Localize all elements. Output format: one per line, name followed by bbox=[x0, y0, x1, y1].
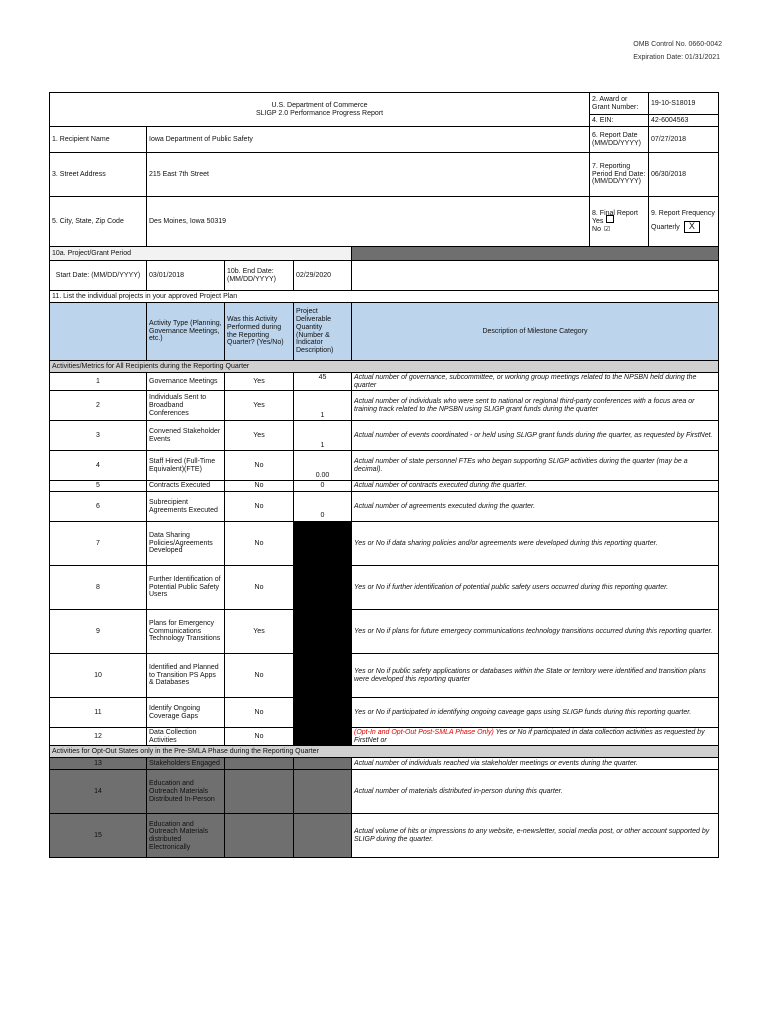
description-text: Actual number of governance, subcommittee, or working group meetings related to the NPSBN held during the quarter bbox=[354, 374, 697, 389]
table-row bbox=[50, 492, 719, 522]
activity-type: Staff Hired (Full-Time Equivalent)(FTE) bbox=[147, 451, 225, 481]
group-opt-out: Activities for Opt-Out States only in the Pre-SMLA Phase during the Reporting Quarter bbox=[50, 746, 719, 758]
performed-value[interactable]: No bbox=[225, 566, 294, 610]
quantity-blocked bbox=[294, 522, 352, 566]
table-row bbox=[50, 481, 719, 492]
ein-value[interactable]: 42-6004563 bbox=[649, 115, 719, 127]
row-number: 7 bbox=[50, 522, 147, 566]
milestone-description bbox=[352, 566, 719, 610]
row-number: 9 bbox=[50, 610, 147, 654]
description-text: Yes or No if participated in data collection activities as requested by FirstNet or bbox=[354, 729, 705, 744]
row-number: 6 bbox=[50, 492, 147, 522]
final-no-checkbox[interactable]: ☑ bbox=[603, 225, 611, 233]
milestone-description bbox=[352, 728, 719, 746]
end-date-label: 10b. End Date: (MM/DD/YYYY) bbox=[225, 261, 294, 291]
start-date-label: Start Date: (MM/DD/YYYY) bbox=[50, 261, 147, 291]
final-no-label: No bbox=[592, 225, 601, 233]
activity-type: Individuals Sent to Broadband Conferences bbox=[147, 391, 225, 421]
num-column-header bbox=[50, 303, 147, 361]
row-number: 8 bbox=[50, 566, 147, 610]
recipient-name-label: 1. Recipient Name bbox=[50, 127, 147, 153]
performed-value[interactable]: Yes bbox=[225, 610, 294, 654]
reporting-period-value[interactable]: 06/30/2018 bbox=[649, 153, 719, 197]
quantity-blocked bbox=[294, 758, 352, 770]
description-text: Yes or No if data sharing policies and/or agreements were developed during this reporting quarter. bbox=[354, 539, 658, 547]
activity-type: Convened Stakeholder Events bbox=[147, 421, 225, 451]
performed-value[interactable]: No bbox=[225, 451, 294, 481]
performed-value[interactable]: No bbox=[225, 654, 294, 698]
omb-expiration-date: Expiration Date: 01/31/2021 bbox=[633, 54, 721, 61]
milestone-description bbox=[352, 654, 719, 698]
table-row bbox=[50, 566, 719, 610]
progress-report-form bbox=[49, 92, 718, 858]
quantity-blocked bbox=[294, 566, 352, 610]
performed-value[interactable]: No bbox=[225, 522, 294, 566]
milestone-description bbox=[352, 421, 719, 451]
quantity-value[interactable]: 45 bbox=[294, 373, 352, 391]
start-date-value[interactable]: 03/01/2018 bbox=[147, 261, 225, 291]
milestone-description bbox=[352, 391, 719, 421]
table-row bbox=[50, 698, 719, 728]
row-number: 4 bbox=[50, 451, 147, 481]
table-row bbox=[50, 610, 719, 654]
award-label: 2. Award or Grant Number: bbox=[590, 93, 649, 115]
ein-label: 4. EIN: bbox=[590, 115, 649, 127]
milestone-description bbox=[352, 522, 719, 566]
performed-blocked bbox=[225, 770, 294, 814]
table-row bbox=[50, 758, 719, 770]
quantity-column-header: Project Deliverable Quantity (Number & Indicator Description) bbox=[294, 303, 352, 361]
final-report-cell bbox=[590, 197, 649, 247]
description-text: Yes or No if participated in identifying ongoing caveage gaps using SLIGP funds during this reporting quarter. bbox=[354, 708, 692, 716]
row-number: 10 bbox=[50, 654, 147, 698]
street-address-label: 3. Street Address bbox=[50, 153, 147, 197]
report-frequency-label: 9. Report Frequency bbox=[651, 209, 715, 217]
quantity-blocked bbox=[294, 610, 352, 654]
table-row bbox=[50, 814, 719, 858]
quantity-value[interactable]: 1 bbox=[294, 391, 352, 421]
row-number: 12 bbox=[50, 728, 147, 746]
final-yes-option[interactable] bbox=[592, 217, 646, 226]
quantity-value[interactable]: 0 bbox=[294, 481, 352, 492]
header-table bbox=[49, 92, 719, 303]
milestone-description bbox=[352, 698, 719, 728]
grant-period-filler bbox=[352, 247, 719, 261]
milestone-description bbox=[352, 610, 719, 654]
performed-value[interactable]: No bbox=[225, 728, 294, 746]
description-text: Yes or No if plans for future emergecy communications technology transitions occurred during this reporting quarter. bbox=[354, 627, 713, 635]
final-yes-label: Yes bbox=[592, 218, 604, 226]
description-text: Actual number of contracts executed during the quarter. bbox=[354, 482, 527, 490]
activity-type: Data Collection Activities bbox=[147, 728, 225, 746]
final-report-label: 8. Final Report bbox=[592, 209, 638, 217]
description-column-header: Description of Milestone Category bbox=[352, 303, 719, 361]
performed-value[interactable]: No bbox=[225, 698, 294, 728]
street-address-value[interactable]: 215 East 7th Street bbox=[147, 153, 590, 197]
description-text: Yes or No if further identification of potential public safety users occurred during this reporting quarter. bbox=[354, 583, 669, 591]
table-row bbox=[50, 421, 719, 451]
grant-period-section: 10a. Project/Grant Period bbox=[50, 247, 352, 261]
end-date-value[interactable]: 02/29/2020 bbox=[294, 261, 352, 291]
table-row bbox=[50, 654, 719, 698]
table-row bbox=[50, 451, 719, 481]
project-list-section: 11. List the individual projects in your approved Project Plan bbox=[50, 291, 719, 303]
projects-table bbox=[49, 302, 719, 858]
quantity-value[interactable]: 0 bbox=[294, 492, 352, 522]
performed-value[interactable]: Yes bbox=[225, 391, 294, 421]
milestone-description bbox=[352, 451, 719, 481]
quantity-blocked bbox=[294, 728, 352, 746]
reporting-period-label: 7. Reporting Period End Date: (MM/DD/YYYY) bbox=[590, 153, 649, 197]
row-number: 3 bbox=[50, 421, 147, 451]
performed-value[interactable]: No bbox=[225, 481, 294, 492]
group-all-recipients: Activities/Metrics for All Recipients during the Reporting Quarter bbox=[50, 361, 719, 373]
milestone-description: Actual volume of hits or impressions to any website, e-newsletter, social media post, or other account supported by SLIGP during the quarter. bbox=[352, 814, 719, 858]
activity-type: Identified and Planned to Transition PS Apps & Databases bbox=[147, 654, 225, 698]
quantity-blocked bbox=[294, 770, 352, 814]
table-row bbox=[50, 770, 719, 814]
row-number: 2 bbox=[50, 391, 147, 421]
phase-note: (Opt-In and Opt-Out Post-SMLA Phase Only) bbox=[354, 729, 494, 737]
activity-type: Further Identification of Potential Public Safety Users bbox=[147, 566, 225, 610]
row-number: 15 bbox=[50, 814, 147, 858]
table-row bbox=[50, 391, 719, 421]
performed-value[interactable]: No bbox=[225, 492, 294, 522]
report-date-value[interactable]: 07/27/2018 bbox=[649, 127, 719, 153]
milestone-description: Actual number of materials distributed in-person during this quarter. bbox=[352, 770, 719, 814]
opt-out-rows bbox=[50, 758, 719, 858]
row-number: 13 bbox=[50, 758, 147, 770]
description-text: Actual number of state personnel FTEs who began supporting SLIGP activities during the quarter (may be a decimal). bbox=[354, 458, 688, 473]
award-value[interactable]: 19-10-S18019 bbox=[649, 93, 719, 115]
department-name: U.S. Department of Commerce bbox=[271, 101, 368, 109]
quantity-value[interactable]: 1 bbox=[294, 421, 352, 451]
description-text: Actual number of agreements executed during the quarter. bbox=[354, 502, 536, 510]
quantity-value[interactable]: 0.00 bbox=[294, 451, 352, 481]
activity-column-header: Activity Type (Planning, Governance Meetings, etc.) bbox=[147, 303, 225, 361]
performed-blocked bbox=[225, 758, 294, 770]
table-row bbox=[50, 728, 719, 746]
milestone-description bbox=[352, 373, 719, 391]
row-number: 5 bbox=[50, 481, 147, 492]
metrics-rows bbox=[50, 373, 719, 746]
quantity-blocked bbox=[294, 814, 352, 858]
performed-value[interactable]: Yes bbox=[225, 421, 294, 451]
city-state-zip-label: 5. City, State, Zip Code bbox=[50, 197, 147, 247]
activity-type: Governance Meetings bbox=[147, 373, 225, 391]
milestone-description bbox=[352, 481, 719, 492]
quantity-blocked bbox=[294, 654, 352, 698]
activity-type: Stakeholders Engaged bbox=[147, 758, 225, 770]
description-text: Actual number of individuals who were sent to national or regional third-party conferences with a focus area or training track related to the NPSBN using SLIGP grant funds during the quarter bbox=[354, 398, 695, 413]
report-frequency-cell bbox=[649, 197, 719, 247]
performed-blocked bbox=[225, 814, 294, 858]
row-number: 1 bbox=[50, 373, 147, 391]
activity-type: Identify Ongoing Coverage Gaps bbox=[147, 698, 225, 728]
report-title-cell bbox=[50, 93, 590, 127]
report-frequency-value: Quarterly bbox=[651, 224, 680, 232]
activity-type: Data Sharing Policies/Agreements Developed bbox=[147, 522, 225, 566]
omb-control-number: OMB Control No. 0660-0042 bbox=[633, 41, 722, 48]
table-row bbox=[50, 522, 719, 566]
milestone-description bbox=[352, 492, 719, 522]
performed-column-header: Was this Activity Performed during the Reporting Quarter? (Yes/No) bbox=[225, 303, 294, 361]
row-number: 11 bbox=[50, 698, 147, 728]
omb-info bbox=[633, 38, 722, 64]
final-no-option[interactable] bbox=[592, 226, 646, 234]
activity-type: Contracts Executed bbox=[147, 481, 225, 492]
table-row bbox=[50, 373, 719, 391]
activity-type: Education and Outreach Materials distributed Electronically bbox=[147, 814, 225, 858]
quantity-blocked bbox=[294, 698, 352, 728]
activity-type: Education and Outreach Materials Distributed In-Person bbox=[147, 770, 225, 814]
quarterly-checkbox[interactable]: X bbox=[684, 221, 700, 233]
city-state-zip-value[interactable]: Des Moines, Iowa 50319 bbox=[147, 197, 590, 247]
recipient-name-value[interactable]: Iowa Department of Public Safety bbox=[147, 127, 590, 153]
description-text: Actual number of events coordinated - or held using SLIGP grant funds during the quarter, as requested by FirstNet. bbox=[354, 432, 713, 440]
final-yes-checkbox[interactable] bbox=[606, 215, 614, 223]
report-date-label: 6. Report Date (MM/DD/YYYY) bbox=[590, 127, 649, 153]
row-number: 14 bbox=[50, 770, 147, 814]
activity-type: Plans for Emergency Communications Technology Transitions bbox=[147, 610, 225, 654]
blank-space bbox=[352, 261, 719, 291]
report-title: SLIGP 2.0 Performance Progress Report bbox=[255, 109, 384, 117]
description-text: Yes or No if public safety applications or databases within the State or territory were identified and transition plans were developed this reporting quarter bbox=[354, 667, 706, 683]
activity-type: Subrecipient Agreements Executed bbox=[147, 492, 225, 522]
performed-value[interactable]: Yes bbox=[225, 373, 294, 391]
milestone-description: Actual number of individuals reached via stakeholder meetings or events during the quarter. bbox=[352, 758, 719, 770]
